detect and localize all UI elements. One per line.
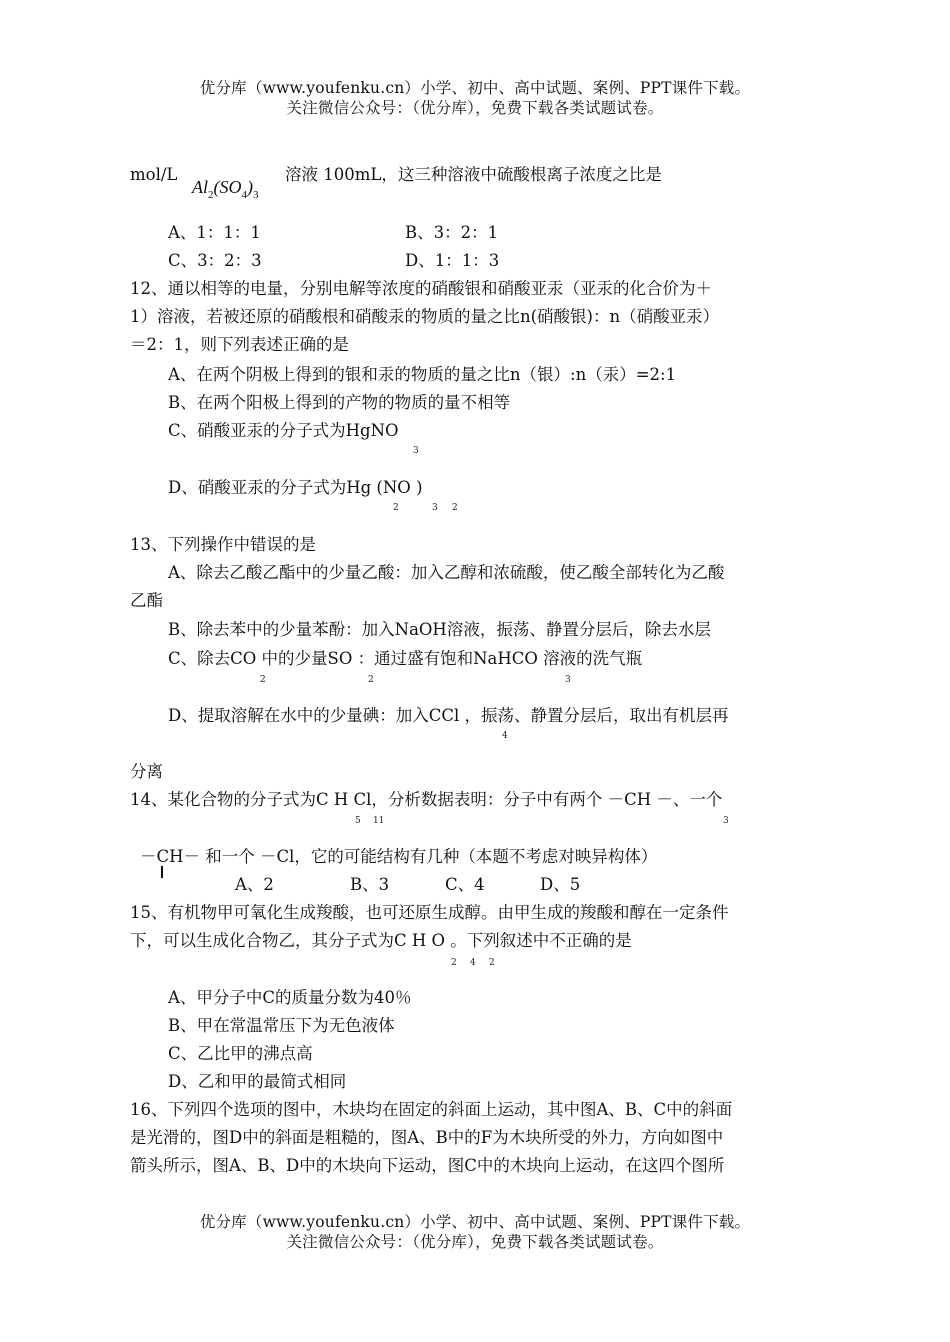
q14-option-c: C、4 — [445, 875, 485, 894]
q12-option-d: D、硝酸亚汞的分子式为Hg (NO ) — [168, 478, 423, 497]
q14-option-d: D、5 — [540, 875, 581, 894]
formula-sub-2: 4 — [241, 189, 247, 201]
q14-sub-h: 11 — [373, 816, 385, 826]
q11-option-a: A、1：1：1 — [168, 223, 261, 242]
q12-option-d-sub-3: 2 — [452, 503, 458, 513]
q13-option-c: C、除去CO 中的少量SO ：通过盛有饱和NaHCO 溶液的洗气瓶 — [168, 649, 643, 668]
q11-stem-tail: 溶液 100mL，这三种溶液中硫酸根离子浓度之比是 — [285, 165, 662, 184]
formula-al: Al — [192, 177, 208, 197]
q12-option-c-sub: 3 — [413, 446, 419, 456]
q15-sub-1: 2 — [451, 958, 457, 968]
q11-option-d: D、1：1：3 — [405, 251, 500, 270]
q11-option-b: B、3：2：1 — [405, 223, 499, 242]
q15-option-d: D、乙和甲的最简式相同 — [168, 1072, 347, 1091]
q15-option-b: B、甲在常温常压下为无色液体 — [168, 1016, 395, 1035]
q14-option-a: A、2 — [235, 875, 274, 894]
q11-formula — [192, 176, 259, 201]
formula-so: (SO — [213, 177, 242, 197]
q12-option-d-sub-1: 2 — [393, 503, 399, 513]
q12-option-a: A、在两个阴极上得到的银和汞的物质的量之比n（银）:n（汞）=2:1 — [168, 365, 677, 384]
q15-option-a: A、甲分子中C的质量分数为40％ — [168, 988, 412, 1007]
q12-option-d-sub-2: 3 — [432, 503, 438, 513]
formula-sub-1: 2 — [208, 189, 214, 201]
footer-line-2: 关注微信公众号：（优分库），免费下载各类试题试卷。 — [286, 1233, 664, 1251]
q15-sub-3: 2 — [489, 958, 495, 968]
q15-option-c: C、乙比甲的沸点高 — [168, 1044, 313, 1063]
q15-line-1: 15、有机物甲可氧化生成羧酸，也可还原生成醇。由甲生成的羧酸和醇在一定条件 — [130, 903, 729, 922]
formula-sub-3: 3 — [253, 189, 259, 201]
q13-option-c-sub-1: 2 — [260, 675, 266, 685]
q11-unit: mol/L — [130, 165, 178, 184]
q16-line-2: 是光滑的，图D中的斜面是粗糙的，图A、B中的F为木块所受的外力，方向如图中 — [130, 1128, 724, 1147]
q14-sub-ch3: 3 — [723, 816, 729, 826]
q13-stem: 13、下列操作中错误的是 — [130, 535, 316, 554]
q13-option-c-sub-3: 3 — [565, 675, 571, 685]
q16-line-3: 箭头所示，图A、B、D中的木块向下运动，图C中的木块向上运动，在这四个图所 — [130, 1156, 725, 1175]
q12-line-1: 12、通以相等的电量，分别电解等浓度的硝酸银和硝酸亚汞（亚汞的化合价为＋ — [130, 279, 712, 298]
q14-option-b: B、3 — [350, 875, 390, 894]
q14-line-1: 14、某化合物的分子式为C H Cl，分析数据表明：分子中有两个 －CH －、一个 — [130, 790, 723, 809]
q12-line-2: 1）溶液，若被还原的硝酸根和硝酸汞的物质的量之比n(硝酸银)：n（硝酸亚汞） — [130, 307, 720, 326]
q13-option-d-line-1: D、提取溶解在水中的少量碘：加入CCl ，振荡、静置分层后，取出有机层再 — [168, 706, 729, 725]
header-line-2: 关注微信公众号：（优分库），免费下载各类试题试卷。 — [286, 99, 664, 117]
q13-option-c-sub-2: 2 — [368, 675, 374, 685]
q13-option-b: B、除去苯中的少量苯酚：加入NaOH溶液，振荡、静置分层后，除去水层 — [168, 620, 711, 639]
q16-line-1: 16、下列四个选项的图中，木块均在固定的斜面上运动，其中图A、B、C中的斜面 — [130, 1100, 733, 1119]
q13-option-a-line-1: A、除去乙酸乙酯中的少量乙酸：加入乙醇和浓硫酸，使乙酸全部转化为乙酸 — [168, 563, 725, 582]
q11-option-c: C、3：2：3 — [168, 251, 262, 270]
footer-line-1: 优分库（www.youfenku.cn）小学、初中、高中试题、案例、PPT课件下载。 — [199, 1213, 751, 1231]
q13-option-d-sub: 4 — [502, 731, 508, 741]
q15-sub-2: 4 — [470, 958, 476, 968]
formula-close: ) — [247, 177, 253, 197]
q15-line-2: 下，可以生成化合物乙，其分子式为C H O 。下列叙述中不正确的是 — [130, 931, 632, 950]
q13-option-d-line-2: 分离 — [130, 762, 163, 781]
q14-bond-line — [161, 866, 163, 878]
q12-option-c: C、硝酸亚汞的分子式为HgNO — [168, 421, 399, 440]
q14-sub-c: 5 — [355, 816, 361, 826]
header-line-1: 优分库（www.youfenku.cn）小学、初中、高中试题、案例、PPT课件下载。 — [199, 79, 751, 97]
q13-option-a-line-2: 乙酯 — [130, 591, 163, 610]
q14-line-2: －CH－ 和一个 －Cl，它的可能结构有几种（本题不考虑对映异构体） — [140, 847, 658, 866]
q12-line-3: ＝2：1，则下列表述正确的是 — [130, 335, 349, 354]
q12-option-b: B、在两个阳极上得到的产物的物质的量不相等 — [168, 393, 511, 412]
